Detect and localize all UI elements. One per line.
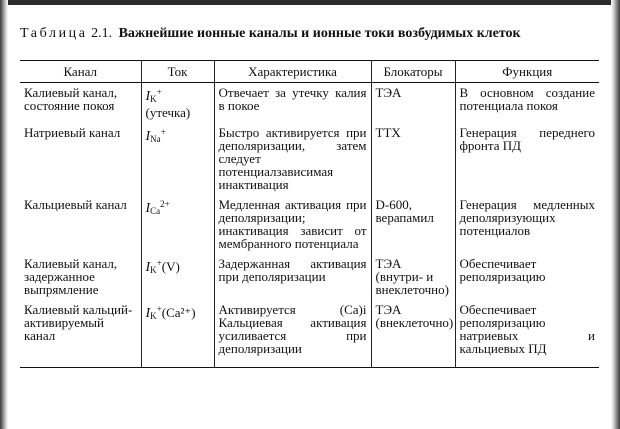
current-symbol: I [145, 201, 151, 216]
current-note: (утечка) [145, 105, 191, 120]
cell-blockers: ТЭА (внутри- и внеклеточно) [371, 254, 455, 300]
cell-channel: Калиевый кальций-активируемый канал [20, 300, 141, 368]
table-row [20, 300, 599, 368]
table-row [20, 83, 599, 124]
table-title-number: 2.1. [91, 26, 113, 41]
cell-channel: Кальциевый канал [24, 197, 127, 212]
cell-characteristic: Медленная активация при деполяризации; инактивация зависит от мембранного потенциала [214, 195, 371, 254]
cell-characteristic: Отвечает за утечку калия в покое [214, 83, 371, 124]
scan-edge-top [0, 0, 620, 5]
header-channel: Канал [20, 61, 141, 83]
current-superscript: + [160, 127, 166, 137]
cell-current [141, 83, 214, 124]
header-blockers: Блокаторы [371, 61, 455, 83]
cell-blockers: D-600, верапамил [371, 195, 455, 254]
current-superscript: + [156, 304, 162, 314]
scan-edge-left [0, 0, 8, 429]
cell-channel: Натриевый канал [24, 125, 121, 140]
cell-function: Генерация переднего фронта ПД [455, 123, 599, 195]
current-superscript: 2+ [160, 199, 170, 209]
current-symbol: I [145, 260, 151, 275]
current-symbol: I [145, 89, 151, 104]
cell-current [141, 195, 214, 254]
ion-channels-table [20, 60, 599, 368]
table-row [20, 123, 599, 195]
header-characteristic: Характеристика [214, 61, 371, 83]
cell-characteristic: Задержанная активация при деполяризации [214, 254, 371, 300]
current-suffix: (V) [161, 259, 180, 274]
current-subscript: Na [150, 134, 161, 144]
cell-current [141, 254, 214, 300]
cell-function: Обеспечивает реполяризацию [455, 254, 599, 300]
cell-current [141, 123, 214, 195]
current-symbol: I [145, 129, 151, 144]
cell-function: Генерация медленных деполяризующих потенциалов [455, 195, 599, 254]
cell-function: Обеспечивает реполяризацию натриевых и кальциевых ПД [455, 300, 599, 368]
cell-blockers: ТТХ [371, 123, 455, 195]
cell-function: В основном создание потенциала покоя [455, 83, 599, 124]
table-title-caption: Важнейшие ионные каналы и ионные токи возбудимых клеток [118, 26, 521, 41]
cell-current [141, 300, 214, 368]
current-symbol: I [145, 306, 151, 321]
current-subscript: K [150, 94, 157, 104]
table-row [20, 254, 599, 300]
cell-blockers: ТЭА [371, 83, 455, 124]
current-suffix: (Ca²⁺) [161, 305, 196, 320]
current-subscript: K [150, 265, 157, 275]
cell-channel: Калиевый канал, состояние покоя [24, 85, 118, 113]
table-header-row [20, 61, 599, 83]
header-current: Ток [141, 61, 214, 83]
current-superscript: + [156, 87, 162, 97]
cell-characteristic: Быстро активируется при деполяризации, затем следует потенциалзависимая инактивация [214, 123, 371, 195]
current-subscript: Ca [150, 206, 161, 216]
header-function: Функция [455, 61, 599, 83]
current-subscript: K [150, 311, 157, 321]
cell-blockers: ТЭА (внеклеточно) [371, 300, 455, 368]
cell-characteristic: Активируется (Ca)i Кальциевая активация усиливается при деполяризации [214, 300, 371, 368]
table-title-label: Таблица [20, 26, 88, 41]
current-superscript: + [156, 258, 162, 268]
table-title [20, 26, 521, 42]
scan-edge-right [611, 0, 620, 429]
cell-channel: Калиевый канал, задержанное выпрямление [24, 256, 118, 297]
table-row [20, 195, 599, 254]
